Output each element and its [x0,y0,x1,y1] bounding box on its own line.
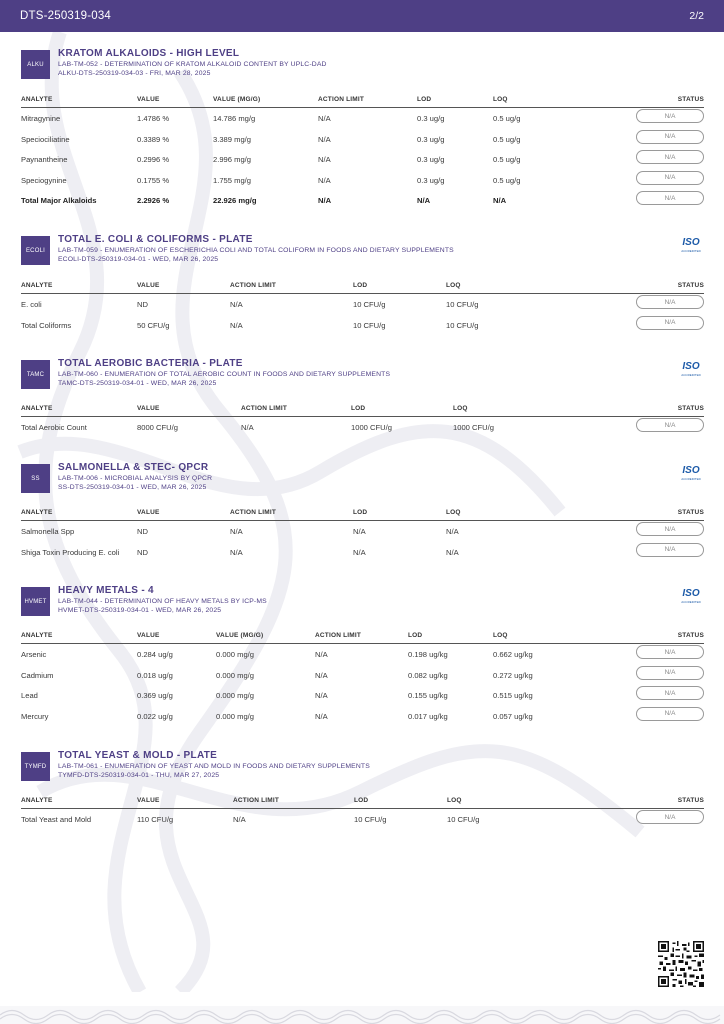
column-header: ACTION LIMIT [315,632,362,639]
section-sample: SS-DTS-250319-034-01 - WED, MAR 26, 2025 [58,484,207,491]
section-badge: TYMFD [21,752,50,781]
results-table [21,282,704,335]
status-pill: N/A [636,666,704,680]
section-badge: HVMET [21,587,50,616]
table-row [21,149,704,170]
status-pill: N/A [636,109,704,123]
status-pill: N/A [636,522,704,536]
column-header: VALUE [137,282,160,289]
analyte-cell: Paynantheine [21,155,68,165]
value-cell: 0.1755 % [137,175,170,185]
table-row [21,665,704,686]
analyte-cell: Speciogynine [21,175,67,185]
status-pill: N/A [636,707,704,721]
loq-cell: 0.5 ug/g [493,114,521,123]
column-header: LOD [353,509,368,516]
table-row [21,644,704,665]
value-cell: 8000 CFU/g [137,423,178,432]
lod-cell: 0.3 ug/g [417,155,445,165]
lod-cell: 0.3 ug/g [417,134,445,144]
action-limit-cell: N/A [318,196,332,206]
lod-cell: 0.3 ug/g [417,114,445,123]
table-row [21,809,704,830]
section-yeast-mold [21,750,704,824]
table-row [21,108,704,129]
section-badge: ALKU [21,50,50,79]
loq-cell: 0.057 ug/kg [493,711,533,721]
action-limit-cell: N/A [230,300,243,309]
lod-cell: 10 CFU/g [353,300,386,309]
loq-cell: 10 CFU/g [446,320,479,330]
value-mg-cell: 0.000 mg/g [216,650,254,659]
action-limit-cell: N/A [318,114,331,123]
section-method: LAB-TM-044 - DETERMINATION OF HEAVY METALS BY ICP-MS [58,598,267,605]
action-limit-cell: N/A [230,320,243,330]
column-header: VALUE [137,405,160,412]
iso-accreditation-logo [678,589,704,617]
value-mg-cell: 0.000 mg/g [216,711,254,721]
section-title: KRATOM ALKALOIDS - HIGH LEVEL [58,48,240,59]
value-cell: 0.3389 % [137,134,170,144]
analyte-cell: E. coli [21,300,42,309]
column-header: STATUS [677,405,704,412]
table-header [21,96,704,108]
section-title: TOTAL E. COLI & COLIFORMS - PLATE [58,234,253,245]
action-limit-cell: N/A [318,134,331,144]
section-title: TOTAL YEAST & MOLD - PLATE [58,750,218,761]
iso-logo-subtext: ACCREDITED [681,373,701,377]
action-limit-cell: N/A [315,691,328,701]
column-header: ANALYTE [21,96,53,103]
status-pill: N/A [636,645,704,659]
analyte-cell: Cadmium [21,670,54,680]
action-limit-cell: N/A [315,670,328,680]
column-header: STATUS [677,509,704,516]
lod-cell: 0.155 ug/kg [408,691,448,701]
section-aerobic-bacteria [21,358,704,432]
analyte-cell: Shiga Toxin Producing E. coli [21,547,120,557]
column-header: VALUE [137,632,160,639]
table-header [21,509,704,521]
loq-cell: 0.5 ug/g [493,155,521,165]
iso-logo-text: ISO [682,588,700,599]
iso-logo-text: ISO [682,465,700,476]
analyte-cell: Speciociliatine [21,134,70,144]
value-cell: ND [137,300,148,309]
analyte-cell: Total Coliforms [21,320,72,330]
loq-cell: 10 CFU/g [446,300,479,309]
lod-cell: 0.3 ug/g [417,175,445,185]
action-limit-cell: N/A [233,815,246,824]
loq-cell: N/A [446,527,459,536]
column-header: LOQ [446,509,461,516]
lod-cell: N/A [417,196,431,206]
value-cell: 0.284 ug/g [137,650,173,659]
section-method: LAB-TM-052 - DETERMINATION OF KRATOM ALKALOID CONTENT BY UPLC-DAD [58,61,327,68]
loq-cell: 0.662 ug/kg [493,650,533,659]
status-pill: N/A [636,543,704,557]
column-header: LOD [353,282,368,289]
value-mg-cell: 14.786 mg/g [213,114,256,123]
section-sample: TYMFD-DTS-250319-034-01 - THU, MAR 27, 2025 [58,772,220,779]
status-pill: N/A [636,686,704,700]
section-method: LAB-TM-060 - ENUMERATION OF TOTAL AEROBIC COUNT IN FOODS AND DIETARY SUPPLEMENTS [58,371,391,378]
status-pill: N/A [636,150,704,164]
value-mg-cell: 3.389 mg/g [213,134,251,144]
section-title: HEAVY METALS - 4 [58,585,154,596]
action-limit-cell: N/A [315,711,328,721]
column-header: ANALYTE [21,405,53,412]
column-header: STATUS [677,632,704,639]
section-sample: ECOLI-DTS-250319-034-01 - WED, MAR 26, 2025 [58,256,219,263]
column-header: ANALYTE [21,282,53,289]
column-header: LOD [351,405,366,412]
iso-logo-text: ISO [682,237,700,248]
table-row [21,129,704,150]
section-badge: ECOLI [21,236,50,265]
section-badge: SS [21,464,50,493]
iso-logo-subtext: ACCREDITED [681,477,701,481]
loq-cell: 0.5 ug/g [493,175,521,185]
table-header [21,405,704,417]
action-limit-cell: N/A [315,650,328,659]
column-header: LOD [417,96,432,103]
value-mg-cell: 0.000 mg/g [216,691,254,701]
section-sample: TAMC-DTS-250319-034-01 - WED, MAR 26, 2025 [58,380,217,387]
qr-code[interactable] [658,941,704,987]
section-badge: TAMC [21,360,50,389]
analyte-cell: Salmonella Spp [21,527,75,536]
section-sample: ALKU-DTS-250319-034-03 - FRI, MAR 28, 2025 [58,70,211,77]
column-header: LOQ [493,632,508,639]
column-header: VALUE [137,797,160,804]
column-header: STATUS [677,797,704,804]
action-limit-cell: N/A [318,155,331,165]
analyte-cell: Total Yeast and Mold [21,815,92,824]
value-cell: ND [137,527,148,536]
column-header: ANALYTE [21,509,53,516]
column-header: ACTION LIMIT [233,797,280,804]
loq-cell: N/A [446,547,459,557]
value-mg-cell: 0.000 mg/g [216,670,254,680]
column-header: ACTION LIMIT [230,282,277,289]
results-table [21,96,704,211]
section-kratom-alkaloids [21,48,704,206]
lod-cell: N/A [353,527,366,536]
loq-cell: 1000 CFU/g [453,423,494,432]
table-row [21,685,704,706]
footer-pattern [0,1006,724,1024]
lod-cell: 10 CFU/g [353,320,386,330]
table-row [21,706,704,727]
action-limit-cell: N/A [230,547,243,557]
column-header: VALUE [137,509,160,516]
lod-cell: 0.017 ug/kg [408,711,448,721]
column-header: LOD [354,797,369,804]
lod-cell: 10 CFU/g [354,815,387,824]
column-header: LOD [408,632,423,639]
table-row [21,170,704,191]
value-cell: 1.4786 % [137,114,170,123]
column-header: ACTION LIMIT [318,96,365,103]
loq-cell: 0.515 ug/kg [493,691,533,701]
page-number: 2/2 [689,10,704,22]
status-pill: N/A [636,191,704,205]
table-header [21,632,704,644]
column-header: STATUS [677,96,704,103]
results-table [21,797,704,830]
value-cell: 0.2996 % [137,155,170,165]
iso-accreditation-logo [678,238,704,266]
value-mg-cell: 1.755 mg/g [213,175,251,185]
results-table [21,509,704,562]
iso-logo-subtext: ACCREDITED [681,600,701,604]
value-mg-cell: 22.926 mg/g [213,196,257,206]
section-method: LAB-TM-059 - ENUMERATION OF ESCHERICHIA COLI AND TOTAL COLIFORM IN FOODS AND DIETARY SUPPLEMENTS [58,247,454,254]
loq-cell: 0.5 ug/g [493,134,521,144]
table-header [21,797,704,809]
table-row [21,294,704,315]
status-pill: N/A [636,130,704,144]
section-ecoli-coliforms [21,234,704,330]
table-row-total [21,190,704,211]
column-header: LOQ [453,405,468,412]
document-id: DTS-250319-034 [20,10,112,22]
loq-cell: 0.272 ug/kg [493,670,533,680]
top-bar [0,0,724,32]
status-pill: N/A [636,295,704,309]
value-cell: 0.018 ug/g [137,670,173,680]
loq-cell: N/A [493,196,507,206]
status-pill: N/A [636,418,704,432]
status-pill: N/A [636,171,704,185]
lod-cell: 0.082 ug/kg [408,670,448,680]
action-limit-cell: N/A [241,423,254,432]
results-table [21,405,704,438]
value-cell: 0.022 ug/g [137,711,173,721]
section-heavy-metals [21,585,704,721]
section-method: LAB-TM-006 - MICROBIAL ANALYSIS BY QPCR [58,475,213,482]
results-table [21,632,704,726]
column-header: LOQ [446,282,461,289]
column-header: LOQ [447,797,462,804]
analyte-cell: Lead [21,691,38,701]
section-sample: HVMET-DTS-250319-034-01 - WED, MAR 26, 2025 [58,607,222,614]
section-method: LAB-TM-061 - ENUMERATION OF YEAST AND MOLD IN FOODS AND DIETARY SUPPLEMENTS [58,763,370,770]
status-pill: N/A [636,810,704,824]
lod-cell: N/A [353,547,366,557]
analyte-cell: Total Major Alkaloids [21,196,97,206]
lod-cell: 0.198 ug/kg [408,650,448,659]
value-cell: 0.369 ug/g [137,691,173,701]
value-cell: 50 CFU/g [137,320,170,330]
section-title: TOTAL AEROBIC BACTERIA - PLATE [58,358,243,369]
iso-accreditation-logo [678,362,704,390]
column-header: VALUE (MG/G) [216,632,264,639]
column-header: ANALYTE [21,632,53,639]
lod-cell: 1000 CFU/g [351,423,392,432]
value-cell: 110 CFU/g [137,815,174,824]
iso-logo-text: ISO [682,361,700,372]
analyte-cell: Mitragynine [21,114,61,123]
action-limit-cell: N/A [318,175,331,185]
table-row [21,521,704,542]
status-pill: N/A [636,316,704,330]
column-header: STATUS [677,282,704,289]
value-cell: ND [137,547,148,557]
value-cell: 2.2926 % [137,196,170,206]
iso-accreditation-logo [678,466,704,494]
table-row [21,315,704,336]
table-row [21,417,704,438]
section-salmonella-stec [21,462,704,557]
iso-logo-subtext: ACCREDITED [681,249,701,253]
column-header: ACTION LIMIT [241,405,288,412]
table-header [21,282,704,294]
analyte-cell: Mercury [21,711,49,721]
column-header: ANALYTE [21,797,53,804]
table-row [21,542,704,563]
column-header: ACTION LIMIT [230,509,277,516]
column-header: VALUE [137,96,160,103]
value-mg-cell: 2.996 mg/g [213,155,251,165]
loq-cell: 10 CFU/g [447,815,480,824]
action-limit-cell: N/A [230,527,243,536]
column-header: VALUE (MG/G) [213,96,261,103]
section-title: SALMONELLA & STEC- QPCR [58,462,209,473]
analyte-cell: Arsenic [21,650,47,659]
column-header: LOQ [493,96,508,103]
analyte-cell: Total Aerobic Count [21,423,87,432]
